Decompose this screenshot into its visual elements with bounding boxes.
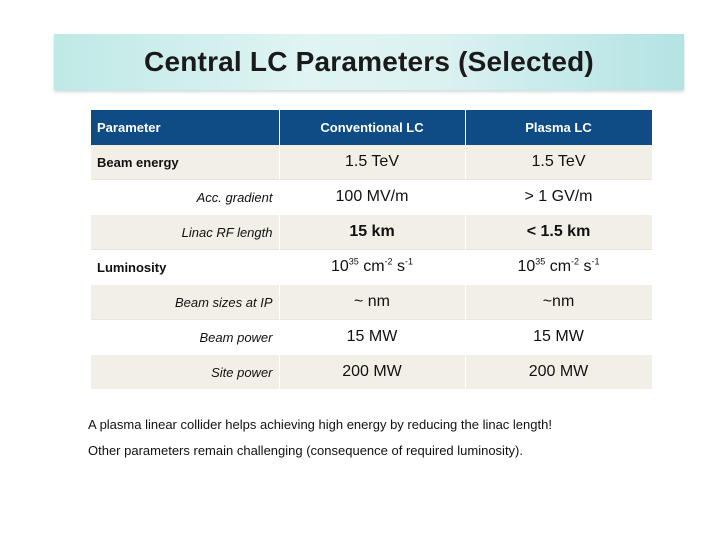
- row-label-beam-sizes-at-ip: Beam sizes at IP: [91, 285, 279, 320]
- slide-title: Central LC Parameters (Selected): [144, 46, 594, 77]
- cell-conventional-highlight: 15 km: [279, 215, 465, 250]
- table-row: [91, 215, 652, 250]
- header-plasma-lc: Plasma LC: [465, 110, 652, 145]
- cell-plasma: 1.5 TeV: [465, 145, 652, 180]
- table-row: [91, 285, 652, 320]
- row-label-site-power: Site power: [91, 355, 279, 390]
- table-row: [91, 180, 652, 215]
- note-line: Other parameters remain challenging (consequence of required luminosity).: [88, 443, 523, 458]
- parameters-table: [91, 110, 653, 389]
- cell-plasma-luminosity: $10^{35}$ $cm^{-2}$ $s^{-1}$: [465, 250, 652, 285]
- title-banner: [54, 34, 684, 90]
- header-parameter: Parameter: [91, 110, 279, 145]
- notes-block: [88, 412, 688, 464]
- cell-plasma: ~nm: [465, 285, 652, 320]
- table-header-row: [91, 110, 652, 145]
- cell-conventional-luminosity: $10^{35}$ $cm^{-2}$ $s^{-1}$: [279, 250, 465, 285]
- table-row: [91, 145, 652, 180]
- row-label-acc-gradient: Acc. gradient: [91, 180, 279, 215]
- cell-conventional: 100 MV/m: [279, 180, 465, 215]
- row-label-beam-energy: Beam energy: [91, 145, 279, 180]
- row-label-beam-power: Beam power: [91, 320, 279, 355]
- row-label-luminosity: Luminosity: [91, 250, 279, 285]
- cell-plasma: 15 MW: [465, 320, 652, 355]
- cell-plasma-highlight: < 1.5 km: [465, 215, 652, 250]
- cell-conventional: ~ nm: [279, 285, 465, 320]
- header-conventional-lc: Conventional LC: [279, 110, 465, 145]
- table-row: [91, 250, 652, 285]
- note-line: A plasma linear collider helps achieving high energy by reducing the linac length!: [88, 417, 552, 432]
- cell-conventional: 15 MW: [279, 320, 465, 355]
- cell-plasma: > 1 GV/m: [465, 180, 652, 215]
- table-row: [91, 320, 652, 355]
- table-row: [91, 355, 652, 390]
- row-label-linac-rf-length: Linac RF length: [91, 215, 279, 250]
- cell-conventional: 200 MW: [279, 355, 465, 390]
- cell-plasma: 200 MW: [465, 355, 652, 390]
- cell-conventional: 1.5 TeV: [279, 145, 465, 180]
